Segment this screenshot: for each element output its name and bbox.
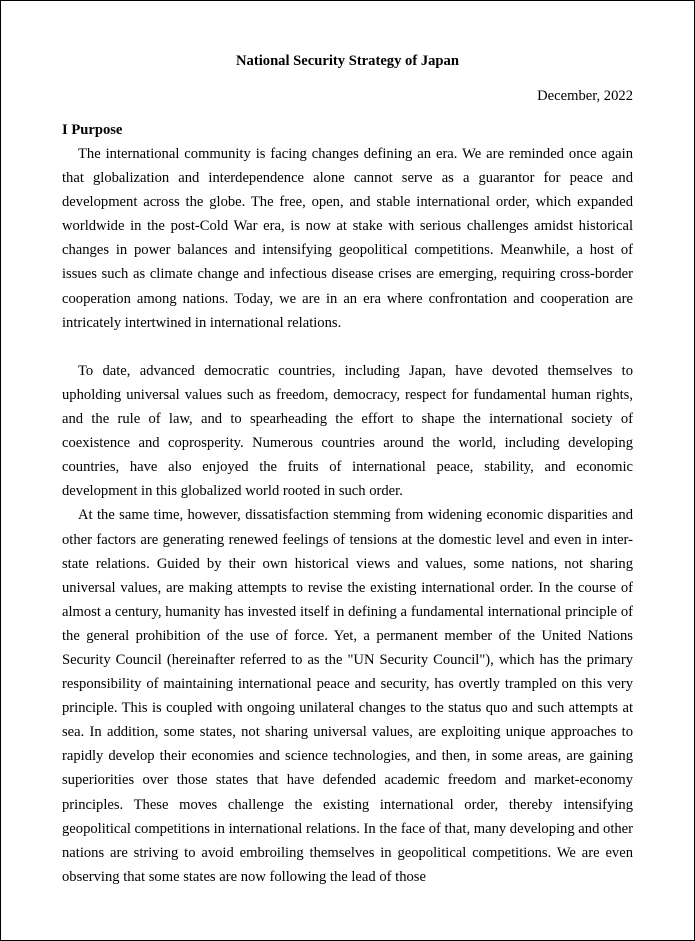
paragraph-1: The international community is facing changes defining an era. We are reminded once again that globalization and interdependence alone cannot serve as a guarantor for peace and development across the globe. The free, open, and stable international order, which expanded worldwide in the post-Cold War era, is now at stake with serious challenges amidst historical changes in power balances and intensifying geopolitical competitions. Meanwhile, a host of issues such as climate change and infectious disease crises are emerging, requiring cross-border cooperation among nations. Today, we are in an era where confrontation and cooperation are intricately intertwined in international relations. [62, 146, 633, 331]
paragraph-2: To date, advanced democratic countries, including Japan, have devoted themselves to upholding universal values such as freedom, democracy, respect for fundamental human rights, and the rule of law, and to spearheading the effort to shape the international society of coexistence and coprosperity. Numerous countries around the world, including developing countries, have also enjoyed the fruits of international peace, stability, and economic development in this globalized world rooted in such order. [62, 362, 633, 500]
section-heading: I Purpose [62, 122, 123, 138]
paragraph-3: At the same time, however, dissatisfaction stemming from widening economic disparities and other factors are generating renewed feelings of tensions at the domestic level and even in inter-state relations. Guided by their own historical views and values, some nations, not sharing universal values, are making attempts to revise the existing international order. In the course of almost a century, humanity has invested itself in defining a fundamental international principle of the general prohibition of the use of force. Yet, a permanent member of the United Nations Security Council (hereinafter referred to as the "UN Security Council"), which has the primary responsibility of maintaining international peace and security, has overtly trampled on this very principle. This is coupled with ongoing unilateral changes to the status quo and such attempts at sea. In addition, some states, not sharing universal values, are exploiting unique approaches to rapidly develop their economies and science technologies, and then, in some areas, are gaining superiorities over those states that have defended academic freedom and market-economy principles. These moves challenge the existing international order, thereby intensifying geopolitical competitions in international relations. In the face of that, many developing and other nations are striving to avoid embroiling themselves in geopolitical competitions. We are even observing that some states are now following the lead of those [62, 507, 634, 885]
document-title: National Security Strategy of Japan [236, 53, 459, 69]
document-date: December, 2022 [537, 88, 633, 104]
